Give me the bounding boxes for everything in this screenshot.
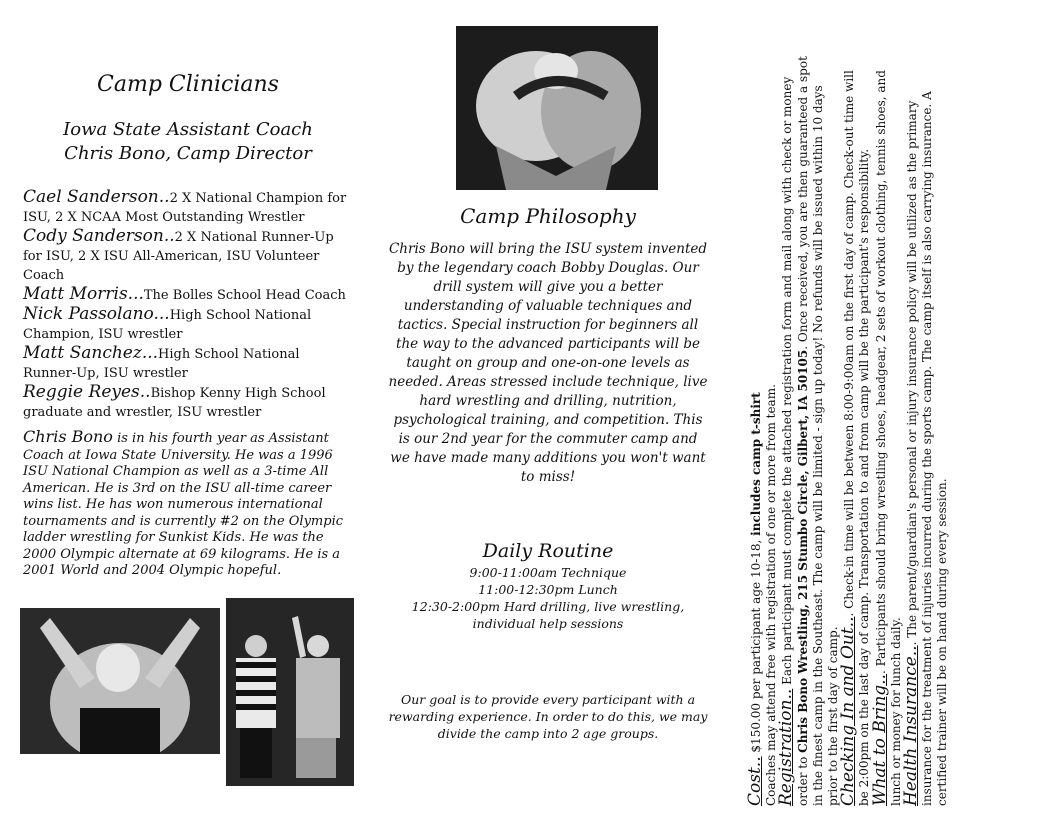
clinician-sep: .. — [139, 382, 151, 402]
clinician-list — [23, 188, 353, 422]
right-panel — [740, 0, 1054, 816]
insurance-heading: Health Insurance.. — [901, 645, 922, 806]
cost-text: $150.00 per participant age 10-18, — [749, 535, 763, 757]
bring-section — [869, 56, 904, 806]
cost-section — [745, 56, 765, 806]
checking-text: . Check-in time will be between 8:00-9:00am on the first day of camp. Check-out time will be 2:00pm on the last day of camp. Transportation to and from camp will be the participant's responsibility. — [842, 70, 872, 806]
director-bio — [23, 429, 353, 580]
left-panel — [18, 0, 358, 816]
bio-text: is in his fourth year as Assistant Coach at Iowa State University. He was a 1996 ISU National Champion as well as a 3-time All American. He is 3rd on the ISU all-time career wins list. He has won numerous international tournaments and is currently #2 on the Olympic ladder wrestling for Sunkist Kids. He was the 2000 Olympic alternate at 69 kilograms. He is a 2001 World and 2004 Olympic hopeful. — [23, 431, 344, 578]
referee-photo — [226, 598, 354, 786]
bio-name: Chris Bono — [23, 427, 113, 446]
registration-text-1: Each participant must complete the attached registration form and mail along with check or money order to — [780, 76, 810, 806]
routine-title: Daily Routine — [482, 540, 614, 562]
cost-bold: includes camp t-shirt — [749, 392, 763, 536]
camp-info-rotated — [745, 56, 1048, 806]
insurance-section — [901, 56, 951, 806]
registration-section — [776, 56, 841, 806]
coach-line-2: Chris Bono, Camp Director — [64, 143, 312, 164]
clinician-entry — [23, 285, 353, 305]
clinician-desc: 2 X National Runner-Up for ISU, 2 X ISU All-American, ISU Volunteer Coach — [23, 230, 334, 283]
clinician-name: Reggie Reyes — [23, 382, 140, 402]
clinician-name: Cody Sanderson — [23, 226, 164, 246]
clinician-desc: High School National Runner-Up, ISU wrestler — [23, 347, 300, 381]
clinician-sep: .. — [163, 226, 175, 246]
clinician-desc: Bishop Kenny High School graduate and wrestler, ISU wrestler — [23, 386, 326, 420]
clinician-name: Matt Sanchez — [23, 343, 142, 363]
clinician-desc: High School National Champion, ISU wrestler — [23, 308, 312, 342]
clinician-sep: ... — [127, 284, 144, 304]
referee-image — [226, 598, 354, 786]
clinician-sep: .. — [158, 187, 170, 207]
registration-text-2: . Once received, you are then guaranteed a spot in the finest camp in the Southeast. The camp will be limited - sign up today! No refunds will be issued within 10 days prior to the first day of camp. — [795, 56, 841, 806]
clinician-sep: ... — [141, 343, 159, 363]
routine-item: 11:00-12:30pm Lunch — [478, 582, 618, 597]
wrestling-match-image — [456, 26, 658, 190]
wrestling-match-photo — [456, 26, 658, 190]
clinician-desc: The Bolles School Head Coach — [143, 288, 346, 303]
checking-heading: Checking In and Out.. — [838, 616, 859, 806]
bring-heading: What to Bring.. — [869, 674, 890, 806]
clinician-entry — [23, 344, 353, 383]
goal-text: Our goal is to provide every participant with a rewarding experience. In order to do this, we may divide the camp into 2 age groups. — [388, 691, 708, 741]
coach-heading — [18, 118, 358, 166]
clinician-entry — [23, 188, 353, 227]
clinician-sep: ... — [153, 304, 170, 324]
wrestler-victory-photo — [20, 608, 220, 754]
clinician-desc: 2 X National Champion for ISU, 2 X NCAA Most Outstanding Wrestler — [23, 191, 347, 225]
clinician-name: Matt Morris — [23, 284, 128, 304]
philosophy-title: Camp Philosophy — [460, 204, 636, 228]
routine-list — [388, 564, 708, 632]
clinician-entry — [23, 383, 353, 422]
clinician-name: Nick Passolano — [23, 304, 154, 324]
bring-text: . Participants should bring wrestling shoes, headgear, 2 sets of workout clothing, tennis shoes, and lunch or money for lunch daily. — [873, 70, 903, 806]
registration-address: Chris Bono Wrestling, 215 Stumbo Circle, Gilbert, IA 50105 — [795, 349, 810, 753]
wrestler-victory-image — [20, 608, 220, 754]
clinician-entry — [23, 227, 353, 285]
clinician-name: Cael Sanderson — [23, 187, 159, 207]
clinician-entry — [23, 305, 353, 344]
checking-section — [838, 56, 872, 806]
routine-item: 12:30-2:00pm Hard drilling, live wrestling, individual help sessions — [411, 599, 685, 631]
routine-item: 9:00-11:00am Technique — [469, 565, 627, 580]
clinicians-title: Camp Clinicians — [97, 72, 279, 97]
cost-heading: Cost.. — [745, 756, 765, 806]
insurance-text: . The parent/guardian's personal or injury insurance policy will be utilized as the primary insurance for the treatment of injuries incurred during the sports camp. The camp itself is also carrying insurance. A certified trainer will be on hand during every session. — [905, 91, 950, 806]
registration-heading: Registration.. — [776, 688, 797, 806]
coach-line-1: Iowa State Assistant Coach — [63, 119, 313, 140]
coaches-note: Coaches may attend free with registration of one or more from team. — [764, 384, 779, 806]
philosophy-text: Chris Bono will bring the ISU system invented by the legendary coach Bobby Douglas. Our drill system will give you a better understanding of valuable techniques and tactics. Special instruction for beginners all the way to the advanced participants will be taught on group and one-on-one levels as needed. Areas stressed include technique, live hard wrestling and drilling, nutrition, psychological training, and competition. This is our 2nd year for the commuter camp and we have made many additions you won't want to miss! — [388, 240, 708, 485]
middle-panel — [388, 0, 708, 816]
